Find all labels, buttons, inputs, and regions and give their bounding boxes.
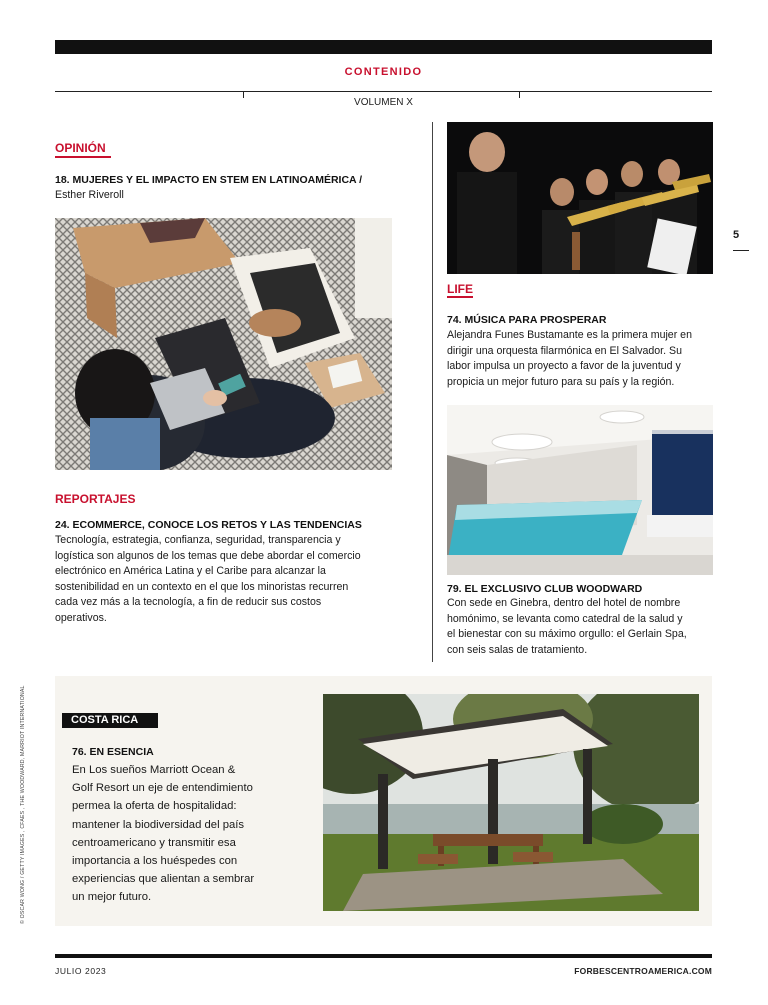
costa-rica-line: mantener la biodiversidad del país	[72, 818, 245, 831]
costa-rica-line: un mejor futuro.	[72, 891, 152, 904]
reportajes-section-label: REPORTAJES	[55, 492, 136, 506]
ecommerce-illustration	[55, 218, 392, 470]
orchestra-photo	[447, 122, 713, 274]
reportajes-line: logística son algunos de los temas que debe abordar el comercio	[55, 549, 361, 562]
costa-rica-heading[interactable]: 76. EN ESENCIA	[72, 746, 154, 758]
footer-site-link[interactable]: FORBESCENTROAMERICA.COM	[574, 966, 712, 976]
costa-rica-line: Golf Resort un eje de entendimiento	[72, 782, 253, 795]
opinion-underline	[55, 156, 111, 158]
page-number: 5	[733, 229, 740, 241]
woodward-line: el bienestar con su máximo orgullo: el Gerlain Spa,	[447, 628, 687, 641]
reportajes-body	[55, 533, 425, 627]
costa-rica-line: centroamericano y transmitir esa	[72, 836, 236, 849]
photo-credit: © OSCAR WONG / GETTY IMAGES , CFAES , THE WOODWARD, MARRIOT INTERNATIONAL	[20, 685, 26, 924]
life-body	[447, 328, 717, 390]
life-section-label: LIFE	[447, 282, 473, 296]
bottom-bar	[55, 954, 712, 958]
resort-photo	[323, 694, 699, 911]
opinion-section-label: OPINIÓN	[55, 141, 106, 155]
top-bar	[55, 40, 712, 54]
orchestra-illustration	[447, 122, 713, 274]
life-line: propicia un mejor futuro para su país y la región.	[447, 375, 675, 388]
woodward-line: con seis salas de tratamiento.	[447, 643, 588, 656]
life-line: dirigir una orquesta filarmónica en El Salvador. Su	[447, 344, 682, 357]
woodward-heading[interactable]: 79. EL EXCLUSIVO CLUB WOODWARD	[447, 583, 643, 595]
life-underline	[447, 296, 473, 298]
page-number-rule	[733, 250, 749, 251]
costa-rica-tag: COSTA RICA	[62, 713, 158, 728]
reportajes-line: electrónico en América Latina y el Caribe para alcanzar la	[55, 565, 326, 578]
reportajes-line: Tecnología, estrategia, confianza, seguridad, transparencia y	[55, 534, 341, 546]
reportajes-line: sostenibilidad en un contexto en el que los minoristas recurren	[55, 580, 349, 593]
ecommerce-photo	[55, 218, 392, 470]
opinion-author: Esther Riveroll	[55, 189, 124, 201]
volume-label: VOLUMEN X	[354, 97, 413, 108]
costa-rica-body	[72, 761, 302, 907]
costa-rica-line: permea la oferta de hospitalidad:	[72, 800, 237, 813]
opinion-heading[interactable]: 18. MUJERES Y EL IMPACTO EN STEM EN LATINOAMÉRICA /	[55, 174, 363, 186]
spa-illustration	[447, 405, 713, 575]
header-rule	[55, 91, 712, 92]
costa-rica-line: experiencias que alientan a sembrar	[72, 873, 255, 886]
reportajes-heading[interactable]: 24. ECOMMERCE, CONOCE LOS RETOS Y LAS TENDENCIAS	[55, 519, 362, 531]
costa-rica-line: En Los sueños Marriott Ocean &	[72, 764, 236, 776]
footer-date: JULIO 2023	[55, 966, 107, 976]
column-divider	[432, 122, 433, 662]
woodward-line: Con sede en Ginebra, dentro del hotel de nombre	[447, 597, 681, 609]
life-line: Alejandra Funes Bustamante es la primera mujer en	[447, 329, 692, 341]
spa-photo	[447, 405, 713, 575]
resort-illustration	[323, 694, 699, 911]
reportajes-line: cada vez más a la tecnología, a fin de reducir sus costos	[55, 596, 322, 609]
contents-title: CONTENIDO	[344, 66, 423, 78]
costa-rica-line: importancia a los huéspedes con	[72, 855, 238, 868]
reportajes-line: operativos.	[55, 611, 107, 624]
woodward-body	[447, 596, 717, 658]
woodward-line: homónimo, se levanta como catedral de la salud y	[447, 612, 683, 625]
life-heading[interactable]: 74. MÚSICA PARA PROSPERAR	[447, 314, 607, 326]
life-line: labor impulsa un proyecto a favor de la juventud y	[447, 360, 681, 373]
